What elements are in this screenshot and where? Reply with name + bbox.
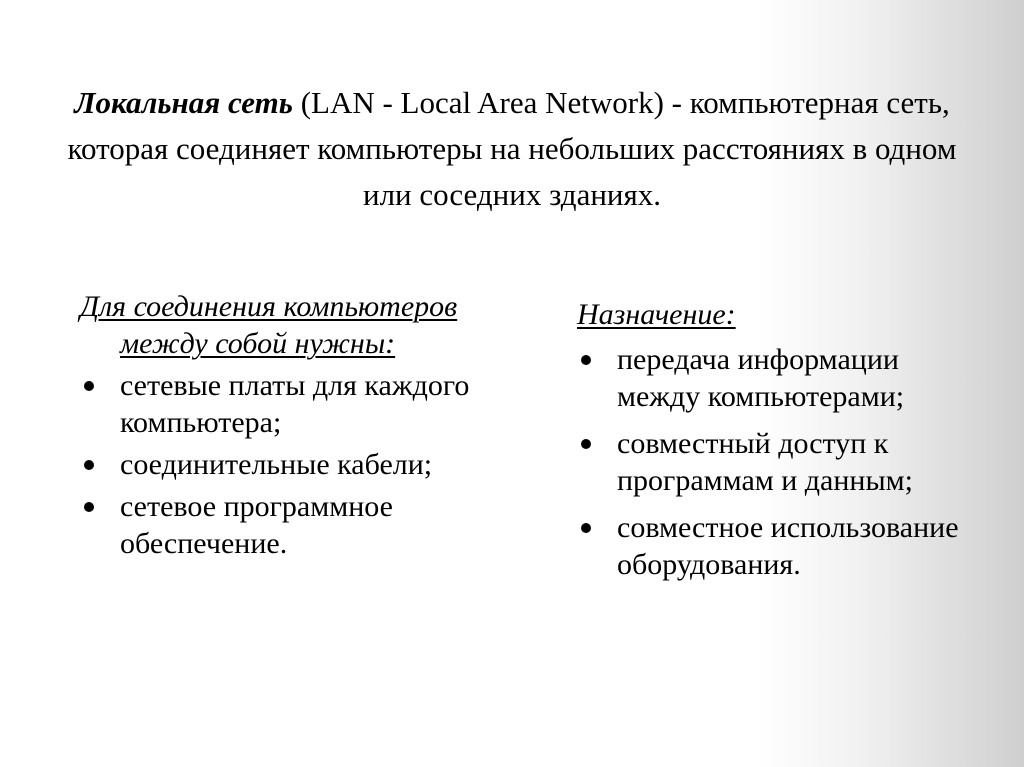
bullet-icon — [84, 502, 94, 512]
bullet-icon — [581, 439, 591, 449]
list-item-text: соединительные кабели; — [120, 448, 433, 481]
list-item — [80, 367, 480, 441]
requirements-column — [80, 288, 480, 562]
list-item — [80, 446, 480, 483]
list-item — [80, 488, 480, 562]
bullet-icon — [84, 381, 94, 391]
slide-title — [60, 80, 964, 218]
bullet-icon — [84, 460, 94, 470]
purpose-heading: Назначение: — [577, 298, 736, 331]
bullet-icon — [581, 355, 591, 365]
requirements-list — [80, 367, 480, 562]
definition-term: Локальная сеть — [74, 85, 293, 120]
purpose-list — [577, 341, 977, 583]
list-item — [577, 509, 977, 583]
definition-description: компьютерная сеть, которая соединяет компьютеры на небольших расстояниях в одном или соседних зданиях. — [67, 85, 957, 212]
list-item-text: передача информации между компьютерами; — [617, 343, 905, 413]
list-item — [577, 341, 977, 415]
bullet-icon — [581, 523, 591, 533]
list-item — [577, 425, 977, 499]
list-item-text: сетевое программное обеспечение. — [120, 490, 393, 560]
list-item-text: сетевые платы для каждого компьютера; — [120, 369, 470, 439]
requirements-heading: Для соединения компьютеров между собой нужны: — [80, 290, 458, 360]
definition-expansion: (LAN - Local Area Network) - — [292, 85, 690, 120]
list-item-text: совместный доступ к программам и данным; — [617, 427, 913, 497]
list-item-text: совместное использование оборудования. — [617, 511, 959, 581]
purpose-column — [577, 296, 977, 583]
